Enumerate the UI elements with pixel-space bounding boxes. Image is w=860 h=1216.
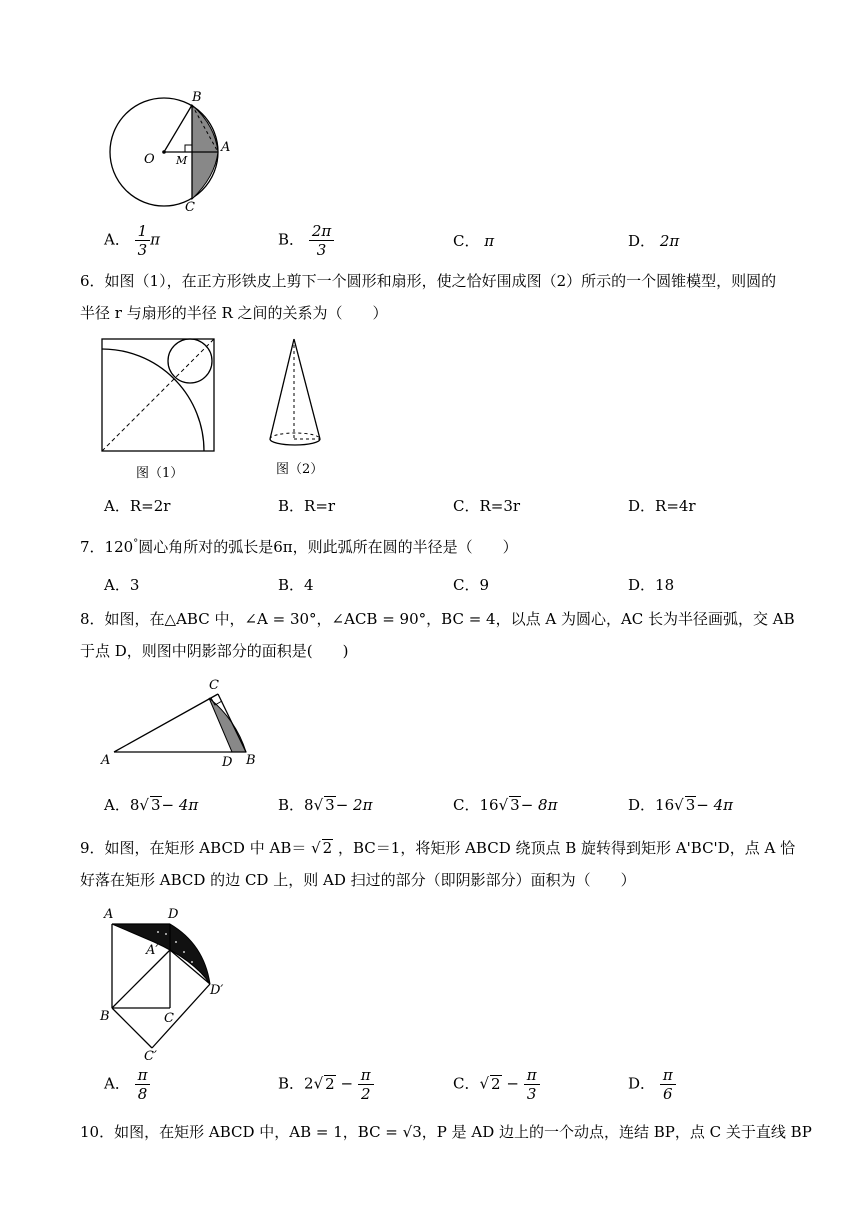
- q7-option-b-letter: B．: [278, 576, 305, 594]
- q6-cone-right: [294, 339, 320, 439]
- q6-option-d[interactable]: [628, 495, 696, 516]
- q7-option-c-letter: C．: [453, 576, 480, 594]
- q6-option-d-letter: D．: [628, 497, 656, 515]
- q5-label-m: M: [176, 154, 188, 167]
- q8-option-a-radicand: 3: [150, 796, 161, 814]
- q10-line-1: 10．如图，在矩形 ABCD 中，AB = 1，BC = √3，P 是 AD 边上的一个动点，连结 BP，点 C 关于直线 BP: [80, 1123, 812, 1141]
- q9-option-c-letter: C．: [453, 1074, 480, 1093]
- q8-shaded-region: [209, 698, 246, 752]
- q9-option-d[interactable]: [628, 1066, 676, 1103]
- q5-right-angle-mark: [185, 145, 192, 152]
- q5-option-d-letter: D．: [628, 232, 656, 250]
- q9-option-b[interactable]: B．2√ 2 − $\frac{\pi}{2}$: [278, 1066, 374, 1103]
- q9-line-2: 好落在矩形 ABCD 的边 CD 上，则 AD 扫过的部分（即阴影部分）面积为（ ）: [80, 871, 636, 889]
- q9-line-1-b: ，BC＝1，将矩形 ABCD 绕顶点 B 旋转得到矩形 A'BC'D，点 A 恰: [338, 839, 796, 857]
- q7-option-d[interactable]: [628, 574, 674, 595]
- q8-option-c-tail: − 8π: [520, 796, 558, 814]
- q9-label-a1: A′: [146, 943, 159, 958]
- q7-angle: 120: [104, 538, 134, 556]
- q5-option-c[interactable]: [453, 230, 494, 251]
- q6-option-c-value: R=3r: [479, 497, 521, 515]
- q8-option-c-coef: 16: [479, 796, 499, 814]
- q5-label-a: A: [221, 140, 231, 155]
- q8-line-2: 于点 D，则图中阴影部分的面积是( ): [80, 642, 349, 660]
- q9-label-d1: D′: [210, 983, 224, 998]
- q5-label-o: O: [144, 152, 155, 167]
- q9-option-d-fraction: $\frac{\pi}{6}$: [660, 1066, 676, 1103]
- q9-option-d-letter: D．: [628, 1074, 656, 1093]
- q8-option-d[interactable]: D．16√ 3− 4π: [628, 796, 733, 814]
- q8-option-c-radicand: 3: [510, 796, 520, 814]
- q8-label-d: D: [222, 755, 233, 770]
- q6-option-b-letter: B．: [278, 497, 305, 515]
- q7-option-b[interactable]: [278, 574, 314, 595]
- q6-option-a-letter: A．: [104, 497, 130, 515]
- q6-cone-base-back: [270, 433, 320, 439]
- q5-circle-figure: [100, 85, 260, 215]
- q7-option-c-value: 9: [479, 576, 490, 594]
- q9-stem: [80, 832, 820, 896]
- q7-option-d-letter: D．: [628, 576, 656, 594]
- q9-label-b: B: [100, 1009, 110, 1024]
- q6-option-d-value: R=4r: [655, 497, 696, 515]
- q6-figure-2: [262, 335, 342, 485]
- q8-option-c-letter: C．: [453, 796, 480, 814]
- q5-option-b[interactable]: [278, 222, 334, 259]
- q8-stem: [80, 603, 820, 667]
- q8-option-d-radicand: 3: [685, 796, 696, 814]
- q9-side-ba1: [112, 950, 170, 1008]
- q8-option-a-coef: 8: [129, 796, 140, 814]
- q9-label-a: A: [104, 907, 114, 922]
- q7-option-b-value: 4: [304, 576, 314, 594]
- q7-option-d-value: 18: [655, 576, 675, 594]
- q6-option-b-value: R=r: [304, 497, 336, 515]
- q6-option-a[interactable]: [104, 495, 170, 516]
- q8-line-1: 8．如图，在△ABC 中，∠A = 30°，∠ACB = 90°，BC = 4，以点 A 为圆心，AC 长为半径画弧，交 AB: [80, 610, 795, 628]
- q9-option-c-fraction: $\frac{\pi}{3}$: [524, 1066, 540, 1103]
- q7-degree: °: [133, 538, 139, 549]
- q9-option-b-coef: 2: [304, 1074, 314, 1093]
- q6-fig1-caption: 图（1）: [136, 466, 184, 481]
- q8-option-a-tail: − 4π: [161, 796, 199, 814]
- q9-line-1: 9．如图，在矩形 ABCD 中 AB＝ √ 2 ，BC＝1，将矩形 ABCD 绕顶点 B 旋转得到矩形 A'BC'D，点 A 恰: [80, 839, 796, 857]
- q6-small-circle: [168, 339, 212, 383]
- q9-label-d: D: [168, 907, 179, 922]
- q8-option-b-coef: 8: [304, 796, 314, 814]
- q9-side-d1c1: [152, 984, 210, 1048]
- q7-option-a-value: 3: [129, 576, 140, 594]
- q9-shaded-region: [112, 924, 210, 984]
- q8-option-b[interactable]: B．8√ 3− 2π: [278, 796, 373, 814]
- q9-line-1-a: 9．如图，在矩形 ABCD 中 AB＝: [80, 839, 307, 857]
- q7-option-a[interactable]: [104, 574, 139, 595]
- q9-label-c: C: [164, 1011, 174, 1026]
- q9-option-a-letter: A．: [104, 1074, 130, 1093]
- q9-option-b-radicand: 2: [325, 1074, 335, 1093]
- q9-option-a[interactable]: [104, 1066, 150, 1103]
- q9-side-c1b: [112, 1008, 152, 1048]
- q6-option-a-value: R=2r: [129, 497, 171, 515]
- q5-option-d[interactable]: [628, 230, 679, 251]
- q5-option-b-letter: B．: [278, 230, 305, 249]
- q8-option-d-letter: D．: [628, 796, 656, 814]
- q8-option-a[interactable]: A．8√ 3− 4π: [104, 796, 199, 814]
- q8-option-d-coef: 16: [655, 796, 675, 814]
- q5-option-b-fraction: $\frac{2\pi}{3}$: [309, 222, 334, 259]
- q5-option-a-letter: A．: [104, 230, 130, 249]
- q6-option-b[interactable]: [278, 495, 335, 516]
- q8-option-b-letter: B．: [278, 796, 305, 814]
- q6-line-2: 半径 r 与扇形的半径 R 之间的关系为（ ）: [80, 304, 388, 322]
- q8-triangle-figure: [96, 672, 276, 772]
- q8-option-a-letter: A．: [104, 796, 130, 814]
- q5-option-a[interactable]: [104, 222, 160, 259]
- q5-option-d-value: 2π: [659, 232, 680, 250]
- q7-option-a-letter: A．: [104, 576, 130, 594]
- q7-option-c[interactable]: [453, 574, 489, 595]
- q9-option-a-fraction: $\frac{\pi}{8}$: [135, 1066, 151, 1103]
- q7-prefix: 7．: [80, 538, 105, 556]
- q6-line-1: 6．如图（1），在正方形铁皮上剪下一个圆形和扇形，使之恰好围成图（2）所示的一个圆锥模型，则圆的: [80, 272, 777, 290]
- q8-option-b-radicand: 3: [325, 796, 335, 814]
- q9-option-b-fraction: $\frac{\pi}{2}$: [358, 1066, 374, 1103]
- q5-label-b: B: [192, 90, 202, 105]
- q5-center-dot: [162, 150, 166, 154]
- q6-option-c-letter: C．: [453, 497, 480, 515]
- q6-stem: [80, 265, 820, 329]
- q8-label-b: B: [246, 753, 256, 768]
- q9-line-1-radicand: 2: [322, 839, 333, 857]
- q5-option-a-fraction: $\frac{1}{3}$: [135, 222, 151, 259]
- q7-text: 圆心角所对的弧长是6π，则此弧所在圆的半径是（ ）: [138, 538, 518, 556]
- q9-label-c1: C′: [144, 1049, 157, 1062]
- q6-fig2-caption: 图（2）: [276, 462, 324, 477]
- q5-option-c-value: π: [484, 232, 495, 250]
- q8-side-ac: [114, 694, 218, 752]
- q8-option-c[interactable]: C．16√ 3− 8π: [453, 796, 558, 814]
- q7-stem: [80, 528, 820, 563]
- q8-label-a: A: [101, 753, 111, 768]
- q8-option-d-tail: − 4π: [696, 796, 733, 814]
- q9-option-c[interactable]: C．√ 2 − $\frac{\pi}{3}$: [453, 1066, 540, 1103]
- q5-option-a-tail: π: [150, 230, 161, 249]
- q6-option-c[interactable]: [453, 495, 520, 516]
- q6-cone-left: [270, 339, 294, 439]
- q6-figure-1: [98, 335, 222, 485]
- q6-diagonal: [102, 339, 214, 451]
- q9-option-b-letter: B．: [278, 1074, 305, 1093]
- q9-option-c-radicand: 2: [491, 1074, 501, 1093]
- q5-option-c-letter: C．: [453, 232, 480, 250]
- q6-cone-base-front: [270, 439, 320, 445]
- q10-stem: [80, 1116, 820, 1148]
- q5-label-c: C: [185, 200, 195, 215]
- q8-label-c: C: [209, 678, 219, 693]
- q9-rectangle-figure: [96, 902, 236, 1062]
- q8-option-b-tail: − 2π: [335, 796, 373, 814]
